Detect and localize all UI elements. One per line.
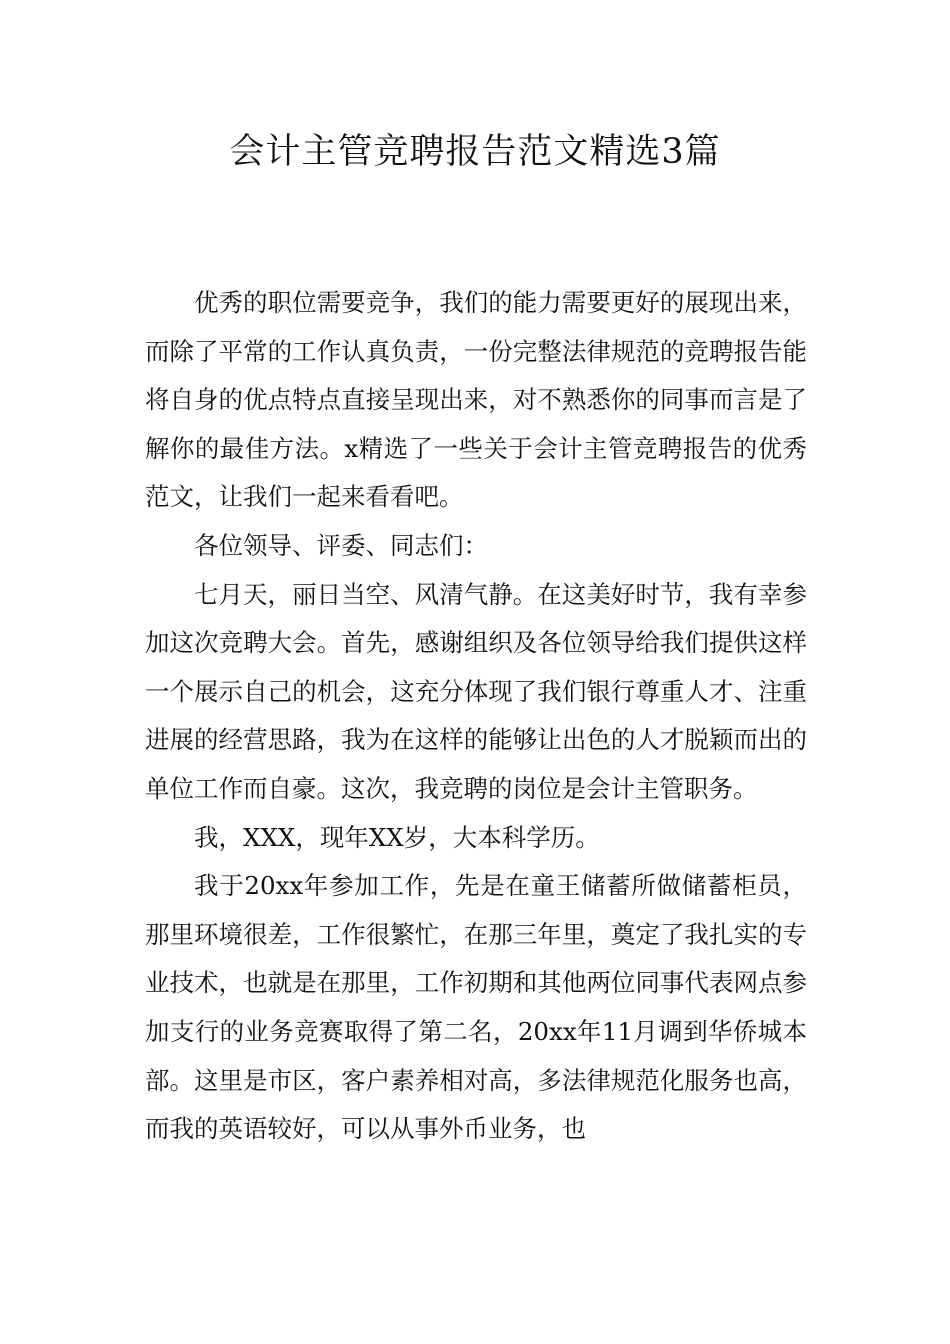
paragraph-work-history: 我于20xx年参加工作，先是在童王储蓄所做储蓄柜员，那里环境很差，工作很繁忙，在那三年里，奠定了我扎实的专业技术，也就是在那里，工作初期和其他两位同事代表网点参加支行的业务竞赛取得了第二名，20xx年11月调到华侨城本部。这里是市区，客户素养相对高，多法律规范化服务也高，而我的英语较好，可以从事外币业务，也 xyxy=(145,871,807,1144)
paragraph-self-introduction: 我，XXX，现年XX岁，大本科学历。 xyxy=(194,822,600,852)
document-title: 会计主管竞聘报告范文精选3篇 xyxy=(229,132,721,172)
document-body xyxy=(145,279,807,1154)
paragraph-opening: 七月天，丽日当空、风清气静。在这美好时节，我有幸参加这次竞聘大会。首先，感谢组织及各位领导给我们提供这样一个展示自己的机会，这充分体现了我们银行尊重人才、注重进展的经营思路，我为在这样的能够让出色的人才脱颖而出的单位工作而自豪。这次，我竞聘的岗位是会计主管职务。 xyxy=(145,579,807,803)
paragraph-intro: 优秀的职位需要竞争，我们的能力需要更好的展现出来，而除了平常的工作认真负责，一份完整法律规范的竞聘报告能将自身的优点特点直接呈现出来，对不熟悉你的同事而言是了解你的最佳方法。x精选了一些关于会计主管竞聘报告的优秀范文，让我们一起来看看吧。 xyxy=(145,288,807,512)
paragraph-salutation: 各位领导、评委、同志们： xyxy=(194,530,488,560)
